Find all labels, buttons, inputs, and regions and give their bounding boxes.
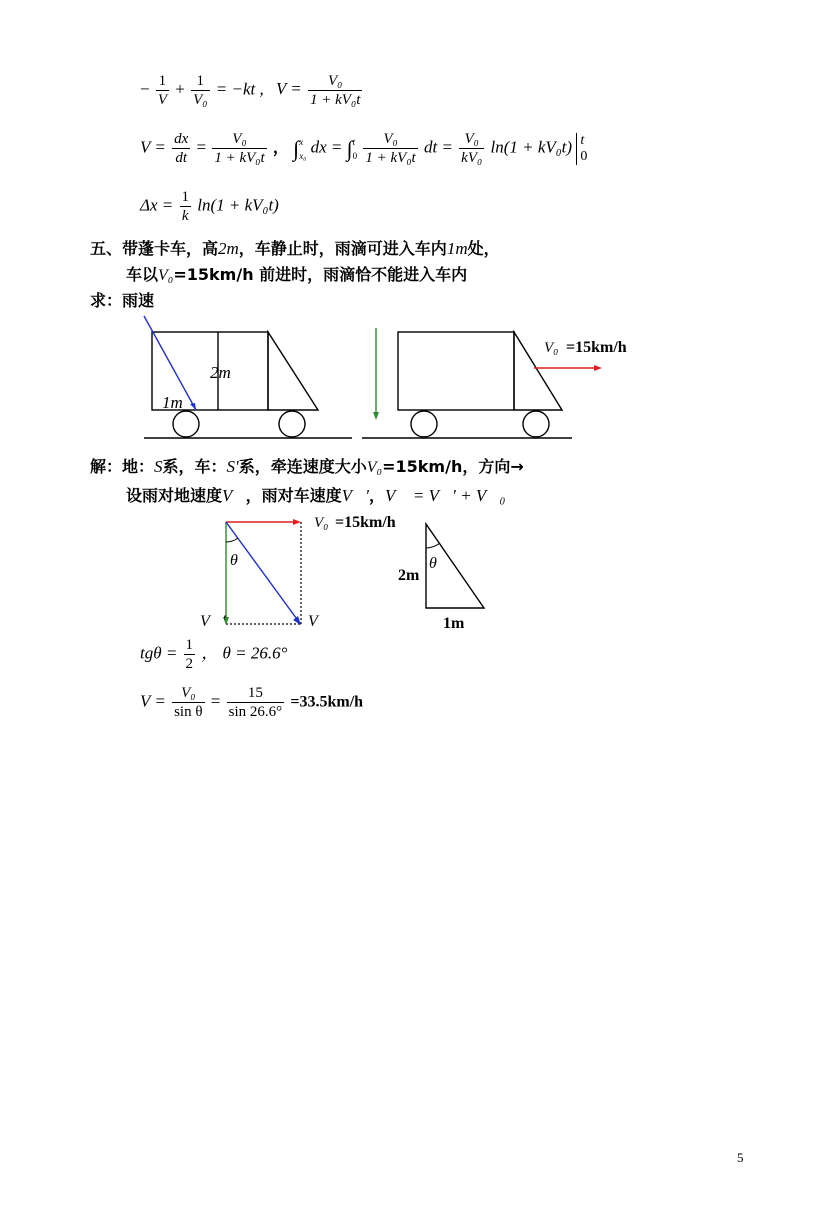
- height-label: 2m: [398, 567, 420, 584]
- equation-3: [140, 188, 279, 225]
- vector-symbol: V⃗: [222, 486, 246, 505]
- denominator: 1 + kV₀t: [365, 150, 416, 166]
- fraction: [184, 636, 196, 673]
- upper-limit: x: [299, 136, 304, 147]
- v-arrow: [226, 522, 299, 622]
- equation-lhs: V =: [275, 79, 302, 99]
- solution-text: ，雨对车速度: [245, 486, 342, 505]
- numerator: 1: [185, 637, 194, 653]
- numerator: 15: [227, 684, 285, 703]
- integral-limits: [299, 135, 306, 163]
- numerator: V₀: [212, 130, 266, 149]
- evaluation-bar: [576, 133, 587, 165]
- integral-sign: ∫: [346, 135, 353, 161]
- velocity-symbol: V₀: [158, 267, 174, 284]
- velocity-label: V₀: [544, 340, 559, 356]
- fraction: [308, 72, 362, 109]
- log-term: ln(1 + kV₀t): [197, 195, 279, 215]
- numerator: 1: [156, 72, 169, 91]
- height-value: 2m: [218, 239, 239, 258]
- problem-text: 五、带蓬卡车，高: [90, 239, 219, 258]
- velocity-value: =15km/h: [566, 339, 627, 356]
- solution-text: ，: [368, 486, 385, 505]
- denominator: kV₀: [461, 150, 483, 166]
- problem-line-1: [90, 236, 500, 259]
- denominator: V: [157, 92, 168, 108]
- arrow-head: [594, 365, 602, 371]
- equation-1: [140, 72, 364, 109]
- lower-limit: 0: [352, 150, 358, 161]
- solution-text: 系，车：: [162, 457, 227, 476]
- wheel: [411, 411, 437, 437]
- angle-arc: [426, 543, 440, 548]
- final-answer: =33.5km/h: [290, 693, 364, 711]
- denominator: 1 + kV₀t: [214, 150, 265, 166]
- problem-line-2: [126, 262, 467, 285]
- depth-label: 1m: [162, 393, 183, 412]
- integral-sign: ∫: [293, 135, 300, 161]
- velocity-symbol: V₀: [366, 459, 383, 476]
- denominator: sin θ: [174, 704, 203, 720]
- integral-limits: [353, 135, 358, 163]
- numerator: V₀: [172, 684, 204, 703]
- problem-question: 求：雨速: [90, 291, 155, 310]
- separator: ，: [272, 137, 289, 157]
- problem-text: 处，: [467, 239, 500, 258]
- equation-lhs: V =: [140, 691, 166, 711]
- log-term: ln(1 + kV₀t): [490, 137, 573, 157]
- fraction: [180, 188, 192, 225]
- height-label: 2m: [210, 363, 231, 382]
- fraction: [172, 130, 190, 167]
- solution-text: 系，牵连速度大小: [238, 457, 367, 476]
- frame-symbol: S′: [226, 457, 239, 476]
- wheel: [279, 411, 305, 437]
- denominator: V₀: [193, 92, 208, 108]
- fraction: [156, 72, 169, 109]
- arrow-head: [190, 403, 196, 410]
- equals-sign: =: [196, 137, 207, 157]
- v0-label: V₀: [314, 515, 329, 531]
- denominator: dt: [175, 150, 187, 166]
- v0-value: =15km/h: [335, 514, 396, 531]
- fraction: [363, 130, 417, 167]
- arrow-head: [293, 519, 301, 525]
- numerator: V₀: [459, 130, 484, 149]
- denominator: 1 + kV₀t: [310, 92, 361, 108]
- equation-lhs: Δx =: [140, 195, 174, 215]
- solution-line-2: [126, 483, 505, 506]
- theta-label: θ: [429, 555, 437, 572]
- upper-limit: t: [352, 136, 356, 147]
- solution-text: 解：地：: [90, 457, 155, 476]
- numerator: 1: [191, 72, 209, 91]
- truck-figure: [140, 310, 640, 445]
- v-label: V⃗: [308, 613, 331, 630]
- lower-limit: 0: [580, 148, 588, 164]
- problem-text: =15km/h 前进时，雨滴恰不能进入车内: [173, 265, 468, 284]
- equals-sign: =: [210, 691, 221, 711]
- minus-sign: −: [140, 79, 150, 99]
- fraction: [212, 130, 266, 167]
- equation-rhs: = −kt ,: [215, 79, 264, 99]
- page-number: 5: [737, 1150, 744, 1165]
- denominator: 2: [185, 656, 194, 672]
- differential: dx =: [310, 137, 343, 157]
- lower-limit: x₀: [299, 150, 307, 161]
- velocity-diagram: [190, 508, 510, 638]
- solution-text: 设雨对地速度: [126, 486, 223, 505]
- problem-text: 车以: [126, 265, 159, 284]
- angle-arc: [226, 538, 238, 542]
- equation-lhs: tgθ =: [140, 643, 178, 663]
- numerator: dx: [174, 131, 189, 147]
- speed-equation: [140, 684, 363, 721]
- depth-value: 1m: [446, 239, 468, 258]
- solution-line-1: [90, 454, 524, 477]
- vprime-label: V⃗′: [200, 613, 226, 630]
- solution-text: =15km/h，方向→: [382, 457, 524, 476]
- numerator: 1: [181, 189, 189, 205]
- wheel: [523, 411, 549, 437]
- angle-result: ， θ = 26.6°: [201, 643, 288, 663]
- numerator: V₀: [363, 130, 417, 149]
- fraction: [459, 130, 484, 167]
- arrow-head: [373, 412, 379, 420]
- base-label: 1m: [443, 615, 465, 632]
- fraction: [227, 684, 285, 721]
- fraction: [172, 684, 204, 721]
- denominator: sin 26.6°: [228, 704, 283, 720]
- truck-cab-left: [268, 332, 318, 410]
- numerator: V₀: [308, 72, 362, 91]
- truck-body-right: [398, 332, 514, 410]
- fraction: [191, 72, 209, 109]
- equation-lhs: V =: [140, 137, 166, 157]
- frame-symbol: S: [154, 457, 163, 476]
- wheel: [173, 411, 199, 437]
- plus-sign: +: [175, 79, 185, 99]
- theta-label: θ: [230, 552, 238, 569]
- vector-equation: V⃗ = V⃗′ + V⃗₀: [384, 486, 506, 505]
- problem-text: ，车静止时，雨滴可进入车内: [238, 239, 447, 258]
- differential: dt =: [423, 137, 453, 157]
- equation-2: [140, 130, 587, 167]
- vector-symbol: V⃗′: [341, 486, 369, 505]
- tangent-equation: [140, 636, 287, 673]
- upper-limit: t: [580, 132, 585, 148]
- denominator: k: [181, 208, 189, 224]
